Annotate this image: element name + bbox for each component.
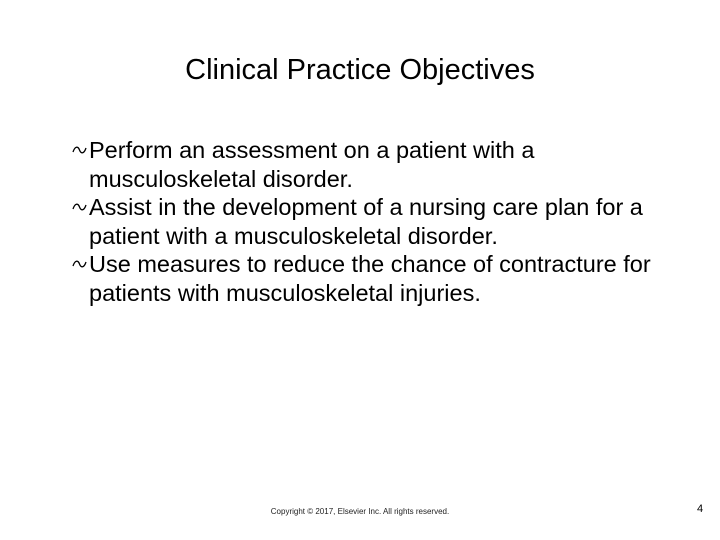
bullet-list — [72, 136, 672, 307]
bullet-item — [72, 250, 672, 307]
wave-bullet-icon — [72, 202, 87, 212]
wave-bullet-icon — [72, 145, 87, 155]
footer-copyright: Copyright © 2017, Elsevier Inc. All rights reserved. — [270, 507, 450, 516]
bullet-text: Assist in the development of a nursing care plan for a patient with a musculoskeletal disorder. — [89, 194, 643, 249]
bullet-item — [72, 193, 672, 250]
wave-bullet-icon — [72, 259, 87, 269]
bullet-text: Use measures to reduce the chance of contracture for patients with musculoskeletal injuries. — [89, 251, 651, 306]
slide-title: Clinical Practice Objectives — [185, 54, 535, 86]
page-number: 4 — [696, 503, 704, 515]
bullet-text: Perform an assessment on a patient with a musculoskeletal disorder. — [89, 137, 535, 192]
bullet-item — [72, 136, 672, 193]
